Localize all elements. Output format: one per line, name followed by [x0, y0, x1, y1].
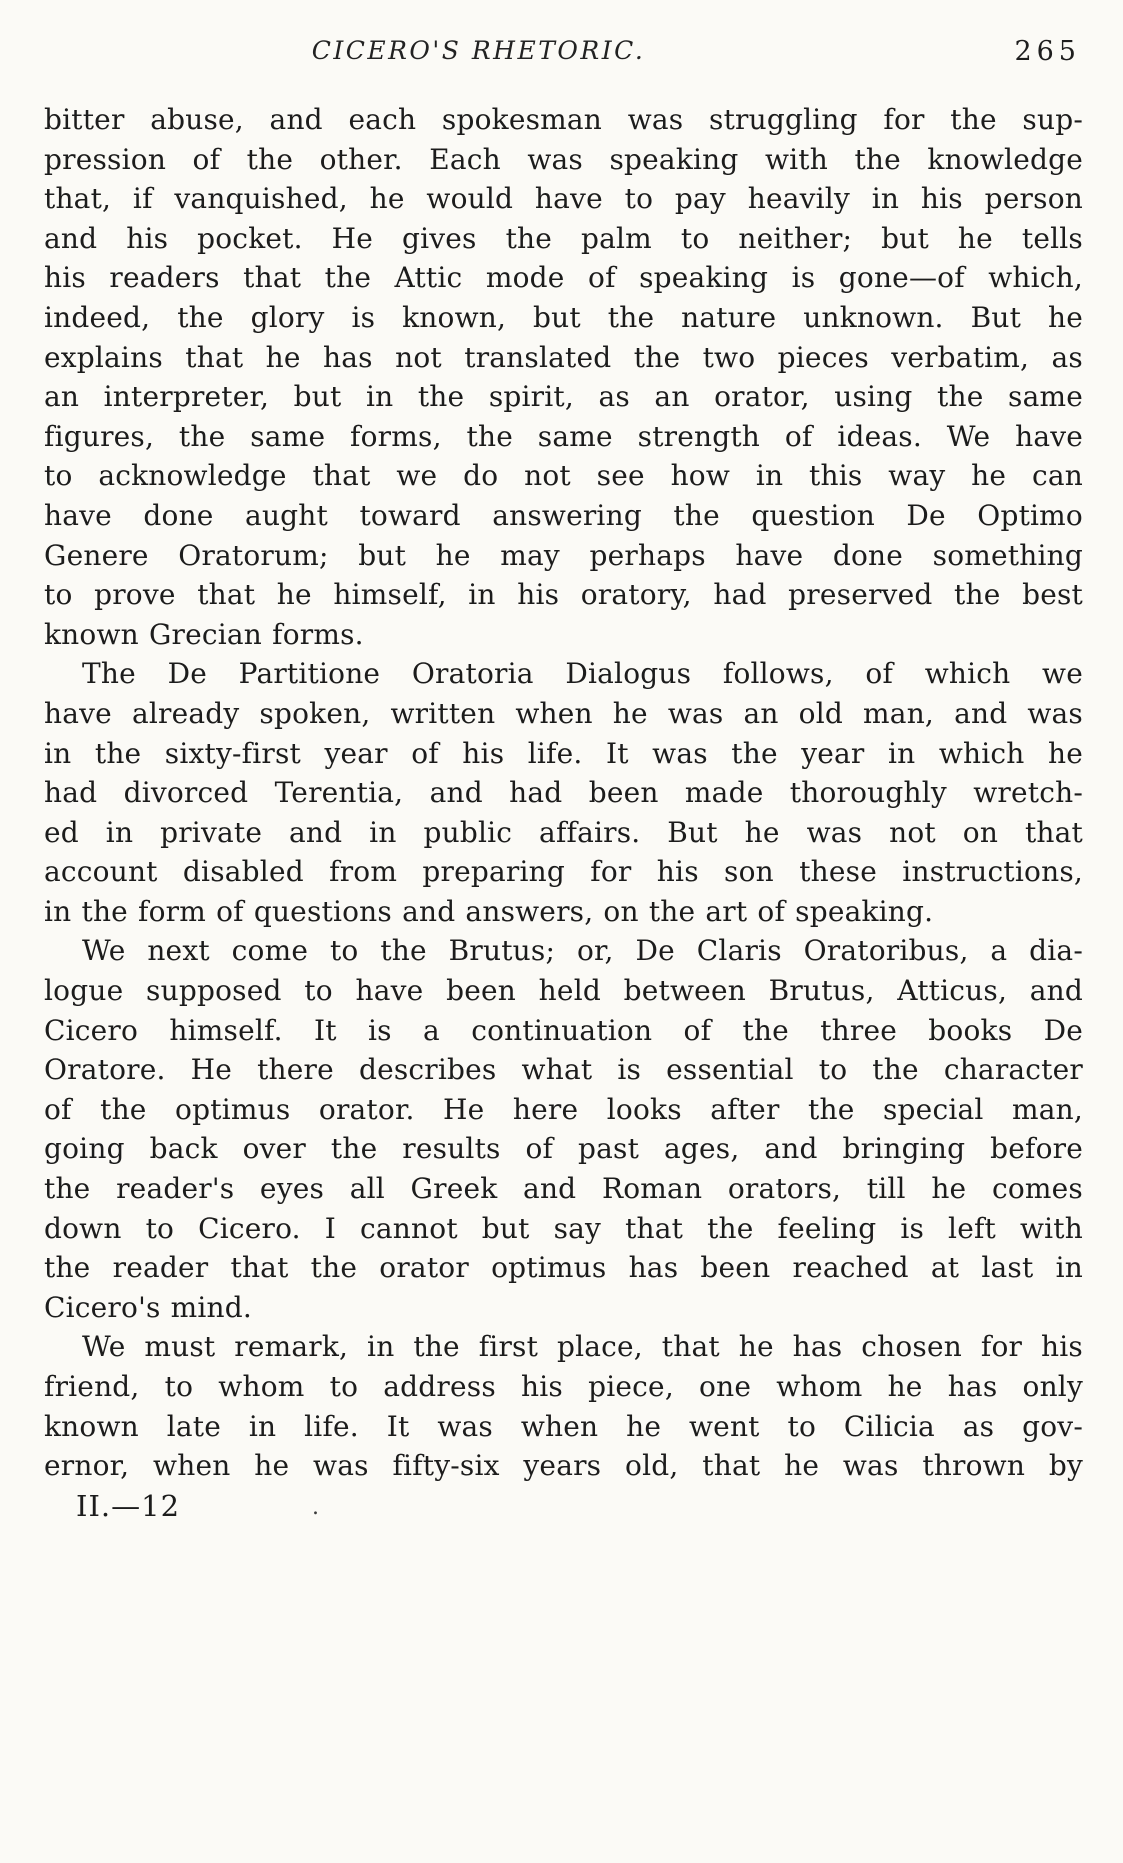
text-line: known Grecian forms. — [44, 617, 364, 651]
ink-speck: . — [312, 1494, 319, 1520]
text-line: account disabled from preparing for his son these instructions, — [44, 855, 1083, 889]
text-line: Genere Oratorum; but he may perhaps have done something — [44, 538, 1083, 572]
text-line: to prove that he himself, in his oratory, had preserved the best — [44, 578, 1083, 612]
text-line: The De Partitione Oratoria Dialogus follows, of which we — [82, 657, 1083, 691]
text-line: ed in private and in public affairs. But he was not on that — [44, 815, 1083, 849]
text-line: explains that he has not translated the two pieces verbatim, as — [44, 340, 1083, 374]
text-line: have already spoken, written when he was an old man, and was — [44, 696, 1083, 730]
paragraph — [44, 100, 1083, 654]
text-line: Cicero himself. It is a continuation of the three books De — [44, 1013, 1083, 1047]
signature-mark: II.—12 — [76, 1488, 181, 1523]
text-line: We next come to the Brutus; or, De Claris Oratoribus, a dia- — [82, 934, 1083, 968]
page-number: 265 — [1014, 36, 1081, 67]
text-line: We must remark, in the first place, that he has chosen for his — [82, 1330, 1083, 1364]
running-title: CICERO'S RHETORIC. — [311, 36, 646, 65]
text-line: that, if vanquished, he would have to pay heavily in his person — [44, 182, 1083, 216]
paragraph — [44, 654, 1083, 931]
text-line: the reader's eyes all Greek and Roman orators, till he comes — [44, 1172, 1083, 1206]
text-line: had divorced Terentia, and had been made thoroughly wretch- — [44, 776, 1083, 810]
text-line: down to Cicero. I cannot but say that the feeling is left with — [44, 1211, 1083, 1245]
page-footer — [44, 1486, 1083, 1526]
text-line: have done aught toward answering the question De Optimo — [44, 498, 1083, 532]
text-line: figures, the same forms, the same strength of ideas. We have — [44, 419, 1083, 453]
text-line: his readers that the Attic mode of speaking is gone—of which, — [44, 261, 1083, 295]
paragraph — [44, 931, 1083, 1327]
text-line: to acknowledge that we do not see how in this way he can — [44, 459, 1083, 493]
text-line: Cicero's mind. — [44, 1290, 253, 1324]
text-line: the reader that the orator optimus has been reached at last in — [44, 1251, 1083, 1285]
text-line: bitter abuse, and each spokesman was struggling for the sup- — [44, 103, 1083, 136]
text-line: and his pocket. He gives the palm to neither; but he tells — [44, 221, 1083, 255]
body-text — [44, 100, 1083, 1486]
text-line: in the sixty-first year of his life. It was the year in which he — [44, 736, 1083, 770]
text-line: ernor, when he was fifty-six years old, that he was thrown by — [44, 1449, 1083, 1483]
text-line: of the optimus orator. He here looks after the special man, — [44, 1092, 1083, 1126]
text-line: going back over the results of past ages, and bringing before — [44, 1132, 1083, 1166]
text-line: friend, to whom to address his piece, one whom he has only — [44, 1370, 1083, 1403]
page-header — [44, 36, 1083, 72]
text-line: logue supposed to have been held between Brutus, Atticus, and — [44, 974, 1083, 1008]
text-line: Oratore. He there describes what is essential to the character — [44, 1053, 1083, 1087]
paragraph — [44, 1327, 1083, 1485]
text-line: pression of the other. Each was speaking with the knowledge — [44, 142, 1083, 176]
text-line: known late in life. It was when he went to Cilicia as gov- — [44, 1409, 1083, 1443]
text-line: an interpreter, but in the spirit, as an orator, using the same — [44, 380, 1083, 414]
text-line: indeed, the glory is known, but the nature unknown. But he — [44, 300, 1083, 334]
text-line: in the form of questions and answers, on the art of speaking. — [44, 894, 934, 928]
